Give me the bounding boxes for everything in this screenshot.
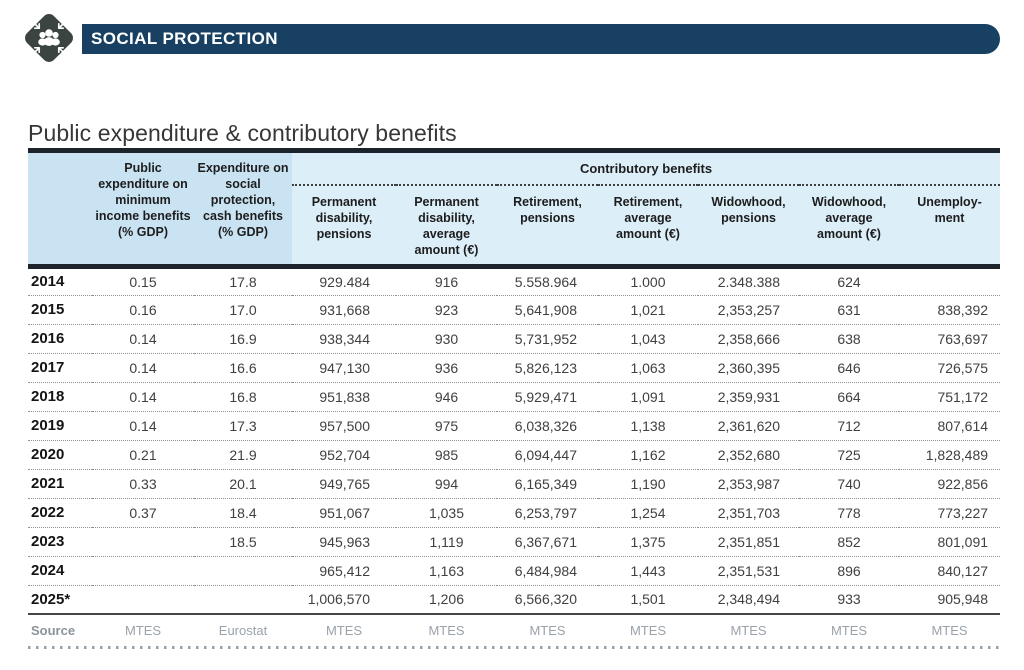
value-cell: 2,351,851 <box>717 533 780 550</box>
value-cell: 725 <box>837 446 861 463</box>
value-cell: 2,353,257 <box>717 301 780 318</box>
col-header-perm-disability-pensions: Permanent disability, pensions <box>292 185 396 267</box>
value-cell: 838,392 <box>937 301 989 318</box>
value-cell: 1,006,570 <box>307 591 370 608</box>
year-cell: 2023 <box>31 533 65 550</box>
value-cell <box>92 585 194 614</box>
table-row <box>28 469 1000 498</box>
people-converge-icon <box>18 7 80 69</box>
value-cell: 1,163 <box>428 562 465 579</box>
value-cell: 1,021 <box>630 301 666 318</box>
value-cell: 933 <box>837 591 861 608</box>
table-row <box>28 411 1000 440</box>
value-cell: 2,352,680 <box>717 446 780 463</box>
value-cell <box>92 556 194 585</box>
value-cell: 0.14 <box>129 359 157 376</box>
source-cell: MTES <box>529 622 566 638</box>
col-header-min-income: Public expenditure on minimum income benefits (% GDP) <box>92 151 194 267</box>
value-cell: 2,351,531 <box>717 562 780 579</box>
col-header-unemployment: Unemploy- ment <box>899 185 1000 267</box>
value-cell: 5,641,908 <box>514 301 577 318</box>
value-cell: 840,127 <box>937 562 989 579</box>
year-cell: 2025* <box>31 590 71 608</box>
year-cell: 2019 <box>31 417 65 434</box>
col-header-widowhood-average: Widowhood, average amount (€) <box>799 185 899 267</box>
value-cell: 646 <box>837 359 861 376</box>
value-cell: 16.8 <box>229 388 257 405</box>
value-cell: 624 <box>837 273 861 290</box>
value-cell: 2,351,703 <box>717 504 780 521</box>
value-cell: 712 <box>837 417 861 434</box>
value-cell: 726,575 <box>937 359 989 376</box>
table-row <box>28 498 1000 527</box>
value-cell: 0.15 <box>129 273 157 290</box>
value-cell: 0.14 <box>129 330 157 347</box>
section-title: SOCIAL PROTECTION <box>91 29 278 48</box>
value-cell: 1,828,489 <box>925 446 989 463</box>
value-cell: 1,501 <box>630 591 666 608</box>
value-cell: 5,731,952 <box>514 330 577 347</box>
value-cell: 957,500 <box>319 417 370 434</box>
value-cell: 664 <box>837 388 861 405</box>
value-cell: 17.8 <box>229 273 257 290</box>
source-cell: MTES <box>325 622 363 638</box>
year-cell: 2016 <box>31 330 65 347</box>
value-cell: 16.6 <box>229 359 257 376</box>
value-cell: 951,067 <box>319 504 370 521</box>
value-cell: 17.0 <box>229 301 257 318</box>
source-row <box>28 614 1000 645</box>
value-cell: 949,765 <box>319 475 370 492</box>
col-header-social-protection: Expenditure on social protection, cash benefits (% GDP) <box>194 151 292 267</box>
value-cell: 0.16 <box>129 301 157 318</box>
source-cell: MTES <box>428 622 465 638</box>
value-cell: 965,412 <box>319 562 370 579</box>
value-cell: 1,138 <box>630 417 666 434</box>
benefits-table <box>28 148 1000 649</box>
value-cell: 21.9 <box>229 446 257 463</box>
value-cell: 2,360,395 <box>717 359 780 376</box>
value-cell: 6,094,447 <box>514 446 577 463</box>
col-header-perm-disability-average: Permanent disability, average amount (€) <box>396 185 497 267</box>
value-cell: 0.37 <box>129 504 157 521</box>
value-cell: 778 <box>837 504 861 521</box>
value-cell: 17.3 <box>229 417 257 434</box>
table-row <box>28 324 1000 353</box>
table-source-row-container <box>28 614 1000 645</box>
year-cell: 2015 <box>31 301 65 318</box>
year-column-header <box>28 151 92 267</box>
value-cell: 1,254 <box>630 504 666 521</box>
table-row <box>28 556 1000 585</box>
value-cell: 945,963 <box>319 533 370 550</box>
value-cell: 929.484 <box>319 273 370 290</box>
value-cell: 763,697 <box>937 330 989 347</box>
value-cell: 6,038,326 <box>514 417 577 434</box>
year-cell: 2014 <box>31 273 65 290</box>
source-label: Source <box>31 622 76 638</box>
source-cell: MTES <box>931 622 968 638</box>
value-cell: 1,443 <box>630 562 666 579</box>
value-cell: 2,359,931 <box>717 388 780 405</box>
value-cell: 773,227 <box>937 504 989 521</box>
value-cell: 18.4 <box>229 504 257 521</box>
value-cell: 751,172 <box>937 388 989 405</box>
value-cell: 936 <box>434 359 459 376</box>
value-cell: 5,826,123 <box>514 359 577 376</box>
value-cell: 631 <box>837 301 861 318</box>
value-cell: 2,361,620 <box>717 417 780 434</box>
value-cell: 1,043 <box>630 330 666 347</box>
table-row <box>28 266 1000 295</box>
value-cell: 905,948 <box>937 591 989 608</box>
year-cell: 2018 <box>31 388 65 405</box>
year-cell: 2024 <box>31 562 65 579</box>
value-cell: 2,353,987 <box>717 475 780 492</box>
year-cell: 2020 <box>31 446 65 463</box>
source-cell: MTES <box>830 622 868 638</box>
value-cell <box>194 556 292 585</box>
value-cell: 1,091 <box>630 388 666 405</box>
table-row <box>28 527 1000 556</box>
value-cell: 2.348.388 <box>717 273 780 290</box>
value-cell: 931,668 <box>319 301 370 318</box>
value-cell: 1,162 <box>630 446 666 463</box>
source-cell: MTES <box>629 622 667 638</box>
value-cell: 852 <box>837 533 861 550</box>
value-cell: 807,614 <box>937 417 989 434</box>
value-cell: 0.14 <box>129 388 157 405</box>
source-cell: MTES <box>124 622 162 638</box>
value-cell: 1,375 <box>630 533 666 550</box>
value-cell: 6,367,671 <box>514 533 577 550</box>
year-cell: 2021 <box>31 475 65 492</box>
value-cell: 5,929,471 <box>514 388 577 405</box>
value-cell: 896 <box>837 562 861 579</box>
value-cell <box>92 527 194 556</box>
value-cell: 0.33 <box>129 475 157 492</box>
value-cell: 2,348,494 <box>717 591 780 608</box>
value-cell: 947,130 <box>319 359 370 376</box>
value-cell: 16.9 <box>229 330 257 347</box>
source-cell: Eurostat <box>218 622 268 638</box>
value-cell: 985 <box>434 446 459 463</box>
col-header-retirement-average: Retirement, average amount (€) <box>598 185 698 267</box>
value-cell: 6,165,349 <box>514 475 577 492</box>
value-cell: 916 <box>434 273 459 290</box>
table-header <box>28 151 1000 267</box>
table-row <box>28 382 1000 411</box>
table-row <box>28 353 1000 382</box>
table-row <box>28 585 1000 614</box>
value-cell: 20.1 <box>229 475 257 492</box>
value-cell: 6,253,797 <box>514 504 577 521</box>
value-cell: 1,119 <box>429 533 464 550</box>
value-cell: 1,063 <box>630 359 666 376</box>
value-cell <box>194 585 292 614</box>
table-body <box>28 266 1000 614</box>
value-cell: 5.558.964 <box>514 273 577 290</box>
value-cell: 801,091 <box>937 533 989 550</box>
value-cell <box>899 266 1000 295</box>
value-cell: 922,856 <box>937 475 989 492</box>
col-header-retirement-pensions: Retirement, pensions <box>497 185 598 267</box>
value-cell: 923 <box>434 301 459 318</box>
value-cell: 994 <box>434 475 459 492</box>
value-cell: 6,484,984 <box>514 562 577 579</box>
year-cell: 2022 <box>31 504 65 521</box>
value-cell: 638 <box>837 330 861 347</box>
year-cell: 2017 <box>31 359 65 376</box>
value-cell: 6,566,320 <box>514 591 577 608</box>
value-cell: 0.21 <box>129 446 157 463</box>
value-cell: 1,035 <box>428 504 465 521</box>
col-header-widowhood-pensions: Widowhood, pensions <box>698 185 799 267</box>
value-cell: 18.5 <box>229 533 257 550</box>
page-title: Public expenditure & contributory benefits <box>28 120 457 146</box>
bottom-dotted-rule <box>28 646 1000 649</box>
source-cell: MTES <box>730 622 767 638</box>
group-header-contributory-benefits: Contributory benefits <box>292 151 1000 185</box>
table-row <box>28 295 1000 324</box>
section-header <box>0 0 1024 80</box>
section-banner <box>82 24 1000 54</box>
value-cell: 740 <box>837 475 861 492</box>
value-cell: 2,358,666 <box>717 330 780 347</box>
table-row <box>28 440 1000 469</box>
value-cell: 951,838 <box>319 388 370 405</box>
value-cell: 1.000 <box>630 273 666 290</box>
value-cell: 0.14 <box>129 417 157 434</box>
value-cell: 1,190 <box>630 475 666 492</box>
value-cell: 946 <box>434 388 459 405</box>
value-cell: 952,704 <box>319 446 370 463</box>
value-cell: 975 <box>434 417 459 434</box>
value-cell: 938,344 <box>319 330 370 347</box>
value-cell: 930 <box>434 330 459 347</box>
value-cell: 1,206 <box>428 591 465 608</box>
